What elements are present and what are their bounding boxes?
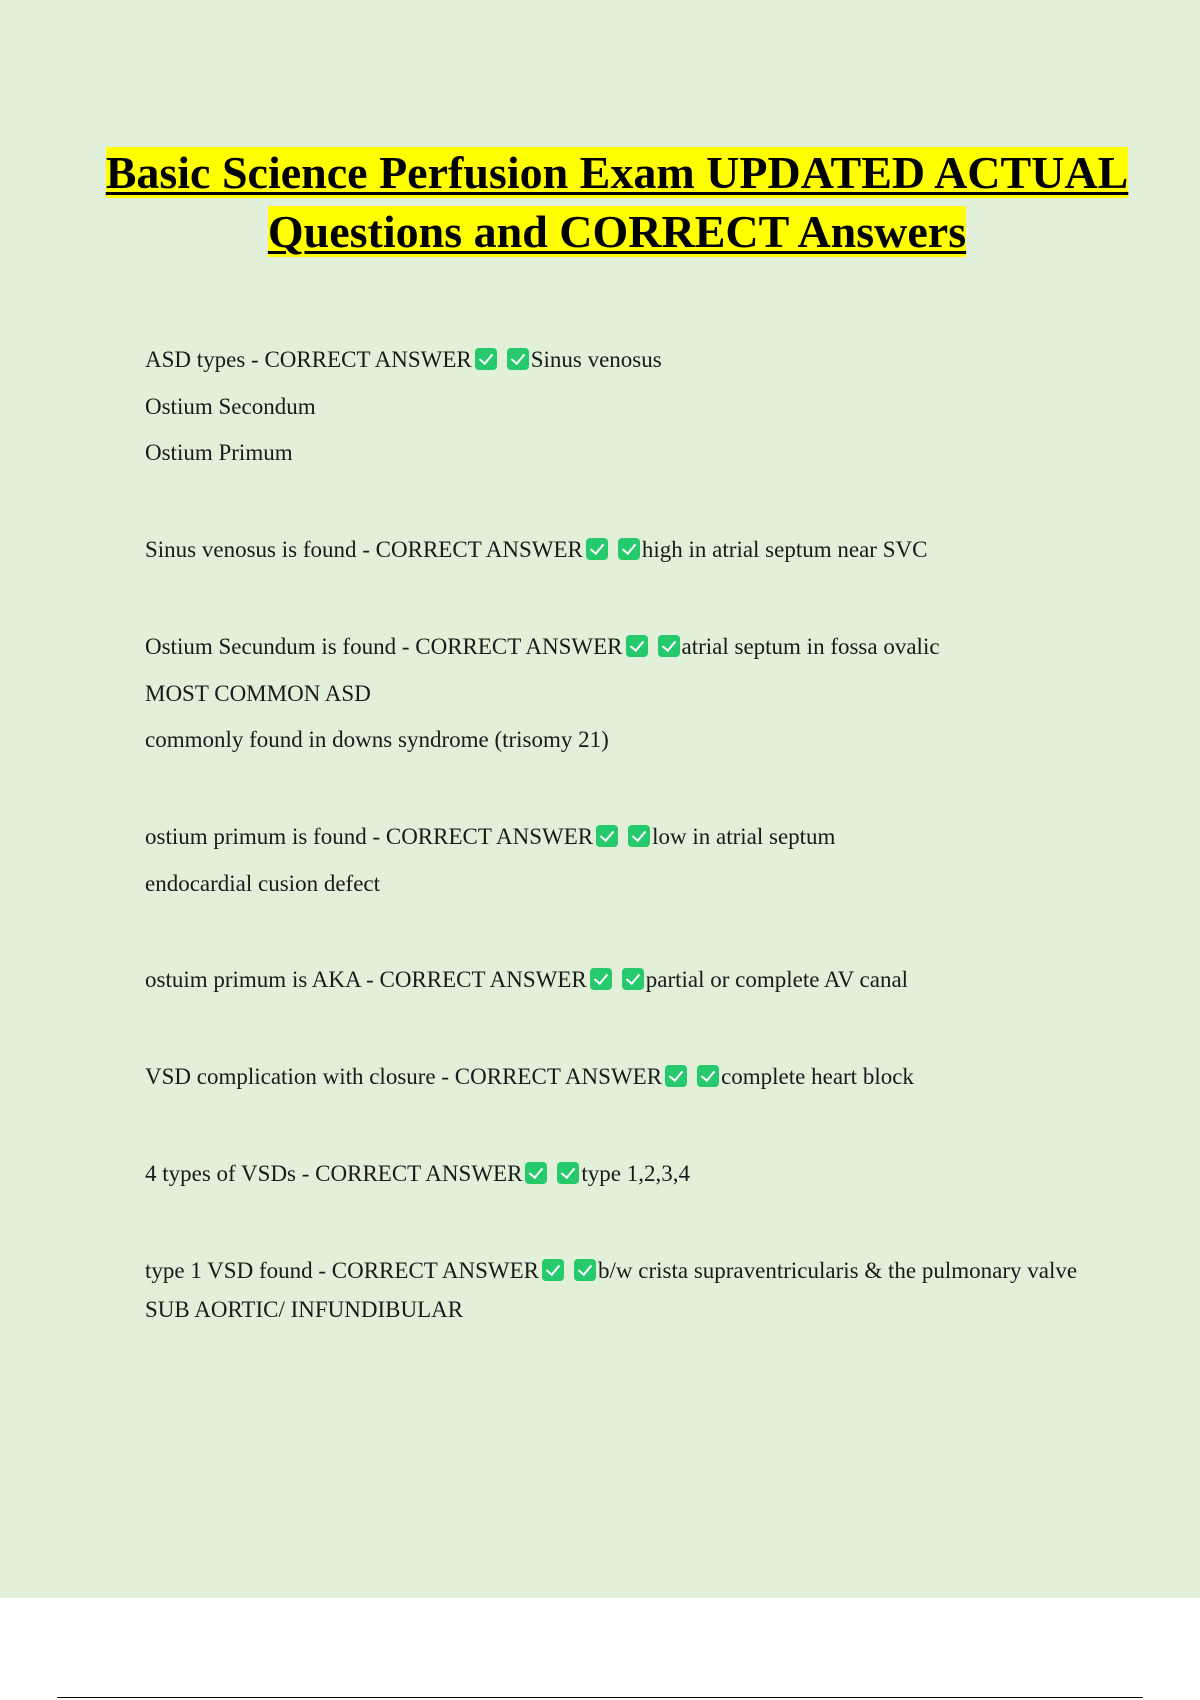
qa-line [145,964,1095,995]
qa-entry [145,821,1095,914]
question-text: ostuim primum is AKA - CORRECT ANSWER [145,967,587,992]
qa-line [145,534,1095,565]
qa-line [145,1158,1095,1189]
qa-entry [145,1158,1095,1205]
qa-entry [145,964,1095,1011]
question-text: VSD complication with closure - CORRECT ANSWER [145,1064,663,1089]
check-mark-icon [475,348,497,370]
answer-detail: endocardial cusion defect [145,870,380,896]
answer-text: type 1,2,3,4 [581,1161,691,1186]
question-text: Sinus venosus is found - CORRECT ANSWER [145,537,583,562]
answer-text: partial or complete AV canal [645,967,909,992]
check-mark-icon [557,1162,579,1184]
question-text: ostium primum is found - CORRECT ANSWER [145,824,594,849]
check-mark-icon [590,968,612,990]
check-mark-icon [586,538,608,560]
check-mark-icon [622,968,644,990]
answer-text: atrial septum in fossa ovalic [681,634,940,659]
qa-entry [145,1255,1095,1341]
qa-line [145,344,1095,375]
check-mark-icon [542,1259,564,1281]
check-mark-icon [618,538,640,560]
answer-text: high in atrial septum near SVC [641,537,928,562]
answer-text: Sinus venosus [530,347,662,372]
qa-entry [145,534,1095,581]
check-mark-icon [697,1065,719,1087]
check-mark-icon [658,635,680,657]
check-mark-icon [525,1162,547,1184]
answer-detail: SUB AORTIC/ INFUNDIBULAR [145,1297,464,1322]
answer-detail: MOST COMMON ASD [145,680,371,706]
qa-line [145,1061,1095,1092]
answer-text: b/w crista supraventricularis & the pulmonary valve [598,1258,1078,1283]
qa-line [145,821,1095,852]
check-mark-icon [626,635,648,657]
answer-detail: commonly found in downs syndrome (trisomy 21) [145,727,609,752]
question-text: type 1 VSD found - CORRECT ANSWER [145,1258,540,1283]
qa-entry [145,1061,1095,1108]
document-title [100,143,1134,261]
qa-entry [145,631,1095,771]
footer-rule [57,1697,1143,1698]
check-mark-icon [665,1065,687,1087]
qa-line [145,631,1095,662]
qa-line [145,1255,1095,1286]
check-mark-icon [507,348,529,370]
check-mark-icon [574,1259,596,1281]
title-highlight: Basic Science Perfusion Exam UPDATED ACTUAL Questions and CORRECT Answers [105,147,1129,257]
answer-text: low in atrial septum [652,824,836,849]
question-text: 4 types of VSDs - CORRECT ANSWER [145,1161,523,1186]
question-text: ASD types - CORRECT ANSWER [145,347,472,372]
answer-text: complete heart block [721,1064,914,1089]
question-text: Ostium Secundum is found - CORRECT ANSWER [145,634,623,659]
check-mark-icon [628,825,650,847]
answer-detail: Ostium Primum [145,440,293,465]
check-mark-icon [596,825,618,847]
answer-detail: Ostium Secondum [145,393,316,419]
qa-entry [145,344,1095,484]
